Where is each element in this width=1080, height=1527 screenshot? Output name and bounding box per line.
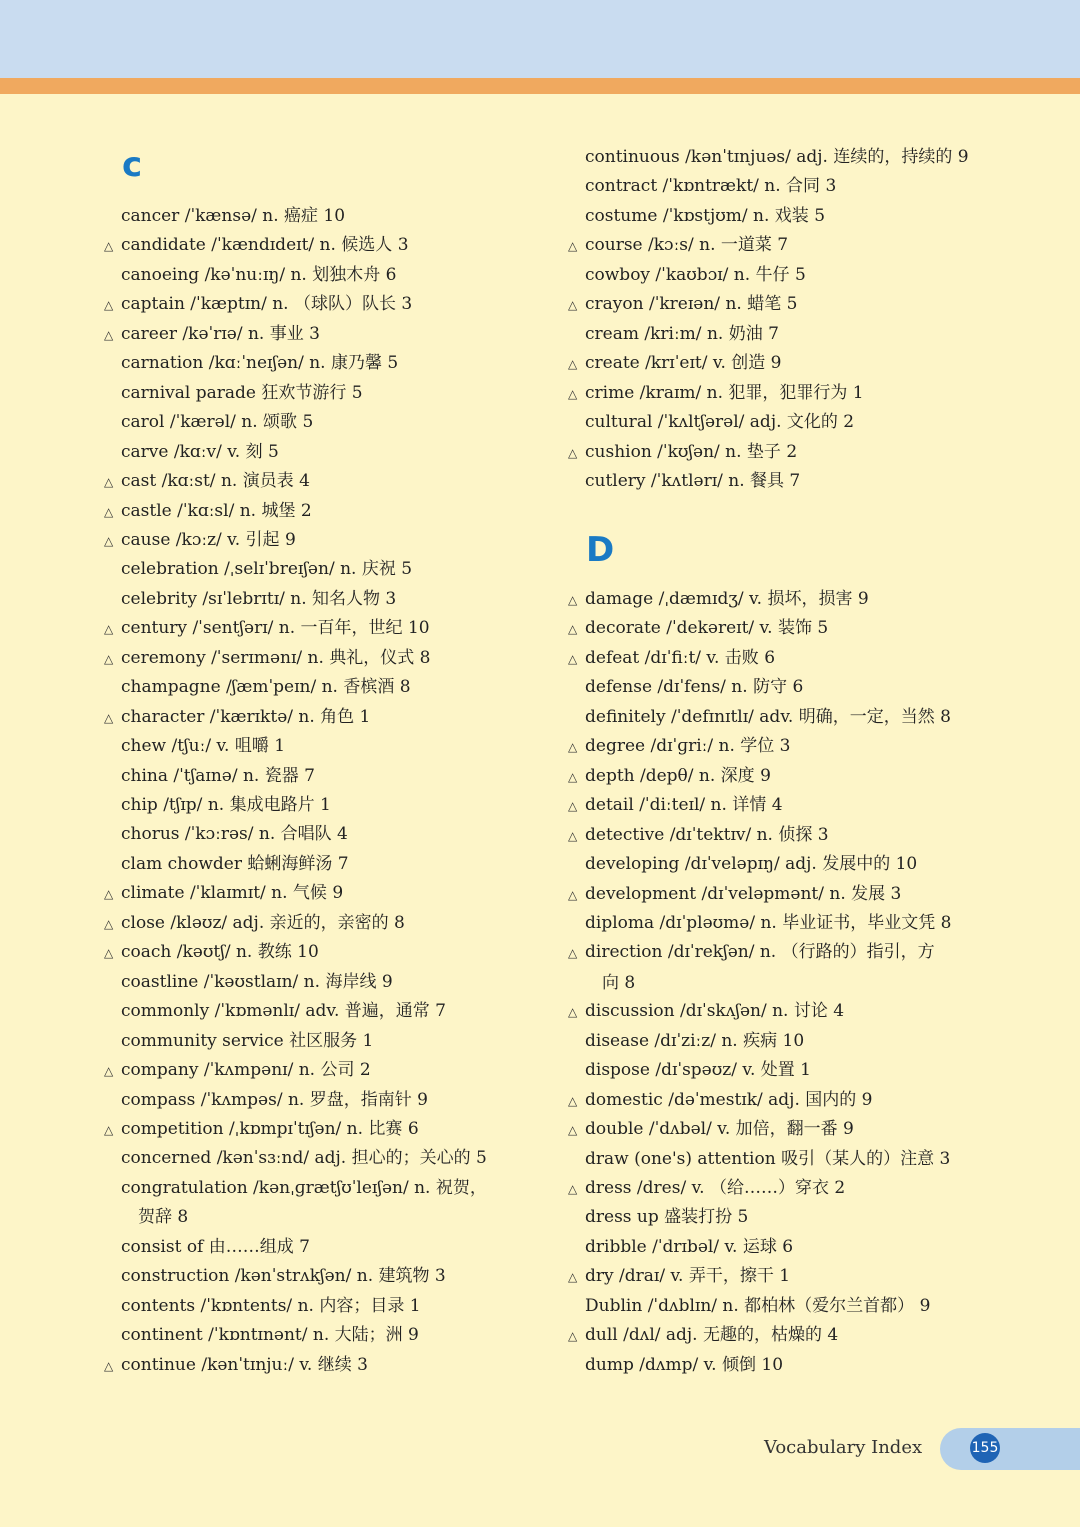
section-letter-c: c	[122, 145, 143, 185]
entry-text: development /dɪˈveləpmənt/ n. 发展 3	[585, 883, 902, 904]
index-entry	[568, 909, 998, 938]
entry-text: cushion /ˈkʊʃən/ n. 垫子 2	[585, 441, 798, 462]
index-entry	[568, 585, 998, 615]
index-entry	[568, 644, 998, 674]
index-entry	[568, 673, 998, 702]
index-entry	[104, 202, 534, 231]
entry-text: castle /ˈkɑːsl/ n. 城堡 2	[121, 500, 312, 521]
entry-text: china /ˈtʃaɪnə/ n. 瓷器 7	[121, 765, 315, 786]
new-word-mark: △	[104, 1122, 114, 1137]
index-entry	[104, 938, 534, 968]
index-entry	[104, 909, 534, 939]
entry-text: diploma /dɪˈpləʊmə/ n. 毕业证书，毕业文凭 8	[585, 912, 952, 933]
index-entry	[104, 349, 534, 378]
entry-text: celebrity /sɪˈlebrɪtɪ/ n. 知名人物 3	[121, 588, 397, 609]
entry-text: cultural /ˈkʌltʃərəl/ adj. 文化的 2	[585, 412, 855, 433]
entry-text: climate /ˈklaɪmɪt/ n. 气候 9	[121, 883, 344, 904]
new-word-mark: △	[104, 327, 114, 342]
index-entry	[568, 1292, 998, 1321]
index-entry	[568, 1174, 998, 1204]
entry-text: disease /dɪˈziːz/ n. 疾病 10	[585, 1030, 805, 1051]
new-word-mark: △	[568, 445, 578, 460]
new-word-mark: △	[104, 504, 114, 519]
index-entry	[104, 673, 534, 702]
new-word-mark: △	[104, 916, 114, 931]
entry-text: coach /kəʊtʃ/ n. 教练 10	[121, 942, 319, 963]
index-entry	[104, 791, 534, 820]
entry-text: dispose /dɪˈspəʊz/ v. 处置 1	[585, 1060, 811, 1081]
index-entry	[568, 614, 998, 644]
index-entry	[568, 762, 998, 792]
entry-text: celebration /ˌselɪˈbreɪʃən/ n. 庆祝 5	[121, 559, 413, 580]
new-word-mark: △	[104, 710, 114, 725]
index-entry	[104, 820, 534, 849]
entry-text: domestic /dəˈmestɪk/ adj. 国内的 9	[585, 1089, 873, 1110]
index-entry	[568, 408, 998, 437]
entry-text: double /ˈdʌbəl/ v. 加倍，翻一番 9	[585, 1119, 854, 1140]
entry-text: discussion /dɪˈskʌʃən/ n. 讨论 4	[585, 1001, 845, 1022]
entry-text: direction /dɪˈrekʃən/ n. （行路的）指引，方	[585, 942, 935, 963]
entry-text: dribble /ˈdrɪbəl/ v. 运球 6	[585, 1236, 794, 1257]
index-entry	[104, 231, 534, 261]
new-word-mark: △	[568, 799, 578, 814]
index-entry	[568, 320, 998, 349]
entry-text: crime /kraɪm/ n. 犯罪，犯罪行为 1	[585, 382, 864, 403]
entry-text: construction /kənˈstrʌkʃən/ n. 建筑物 3	[121, 1266, 446, 1287]
entry-text: create /krɪˈeɪt/ v. 创造 9	[585, 353, 782, 374]
entry-text: compass /ˈkʌmpəs/ n. 罗盘，指南针 9	[121, 1089, 428, 1110]
entry-text: coastline /ˈkəʊstlaɪn/ n. 海岸线 9	[121, 971, 393, 992]
index-entry	[568, 850, 998, 879]
entry-text-continued: 贺辞 8	[138, 1207, 189, 1228]
index-entry	[104, 997, 534, 1026]
index-entry	[104, 614, 534, 644]
entry-text: cutlery /ˈkʌtlərɪ/ n. 餐具 7	[585, 470, 801, 491]
new-word-mark: △	[568, 593, 578, 607]
entry-text: contents /ˈkɒntents/ n. 内容；目录 1	[121, 1295, 421, 1316]
entry-text: dress /dres/ v. （给……）穿衣 2	[585, 1178, 846, 1198]
entry-text: cream /kriːm/ n. 奶油 7	[585, 323, 779, 344]
index-entry	[568, 231, 998, 261]
new-word-mark: △	[568, 239, 578, 254]
entry-text: depth /depθ/ n. 深度 9	[585, 765, 771, 786]
new-word-mark: △	[104, 946, 114, 961]
entry-text: defense /dɪˈfens/ n. 防守 6	[585, 677, 804, 698]
index-entry	[568, 1086, 998, 1116]
entry-text: continent /ˈkɒntɪnənt/ n. 大陆；洲 9	[121, 1325, 419, 1346]
new-word-mark: △	[568, 622, 578, 637]
new-word-mark: △	[104, 533, 114, 548]
new-word-mark: △	[568, 887, 578, 902]
entry-text: company /ˈkʌmpənɪ/ n. 公司 2	[121, 1060, 371, 1081]
entry-text-continued: 向 8	[602, 972, 636, 993]
entry-text: Dublin /ˈdʌblɪn/ n. 都柏林（爱尔兰首都） 9	[585, 1295, 931, 1316]
entry-text: captain /ˈkæptɪn/ n. （球队）队长 3	[121, 294, 413, 315]
index-entry	[568, 1056, 998, 1085]
new-word-mark: △	[104, 298, 114, 313]
entry-text: canoeing /kəˈnuːɪŋ/ n. 划独木舟 6	[121, 264, 397, 285]
index-entry	[568, 290, 998, 320]
index-entry	[104, 379, 534, 408]
index-entry	[568, 1321, 998, 1351]
index-entry	[568, 467, 998, 496]
index-entry	[104, 703, 534, 733]
index-entry	[104, 497, 534, 527]
index-entry	[104, 261, 534, 290]
new-word-mark: △	[568, 357, 578, 372]
new-word-mark: △	[568, 298, 578, 313]
index-entry	[104, 320, 534, 350]
index-entry	[568, 1262, 998, 1292]
index-entry	[568, 732, 998, 762]
new-word-mark: △	[568, 1123, 578, 1138]
index-entry	[568, 938, 998, 998]
entry-text: close /kləʊz/ adj. 亲近的，亲密的 8	[121, 912, 405, 933]
index-entry	[104, 438, 534, 467]
index-entry	[104, 850, 534, 879]
entry-text: decorate /ˈdekəreɪt/ v. 装饰 5	[585, 618, 829, 639]
entry-text: degree /dɪˈɡriː/ n. 学位 3	[585, 736, 791, 757]
entry-text: concerned /kənˈsɜːnd/ adj. 担心的；关心的 5	[121, 1148, 487, 1169]
new-word-mark: △	[104, 475, 114, 490]
new-word-mark: △	[568, 769, 578, 784]
index-entry	[568, 349, 998, 379]
index-entry	[104, 1144, 534, 1173]
header-stripe	[0, 78, 1080, 94]
index-entry	[568, 143, 998, 172]
index-entry	[568, 1351, 998, 1380]
new-word-mark: △	[568, 1329, 578, 1344]
page-number: 155	[970, 1433, 1000, 1463]
header-band	[0, 0, 1080, 78]
index-entry	[568, 703, 998, 732]
index-entry	[568, 202, 998, 231]
index-entry	[104, 290, 534, 320]
entry-text: cowboy /ˈkaʊbɔɪ/ n. 牛仔 5	[585, 264, 806, 285]
footer-label: Vocabulary Index	[764, 1437, 923, 1458]
entry-text: dry /draɪ/ v. 弄干，擦干 1	[585, 1266, 791, 1287]
entry-text: course /kɔːs/ n. 一道菜 7	[585, 235, 789, 256]
index-entry	[104, 526, 534, 556]
index-entry	[568, 1145, 998, 1174]
entry-text: cancer /ˈkænsə/ n. 癌症 10	[121, 206, 346, 226]
entry-text: costume /ˈkɒstjʊm/ n. 戏装 5	[585, 205, 826, 226]
entry-text: character /ˈkærɪktə/ n. 角色 1	[121, 706, 371, 727]
entry-text: dump /dʌmp/ v. 倾倒 10	[585, 1354, 784, 1375]
index-entry	[104, 1262, 534, 1291]
index-entry	[568, 261, 998, 290]
new-word-mark: △	[104, 1064, 114, 1079]
index-entry	[568, 1203, 998, 1232]
index-entry	[104, 1174, 534, 1233]
new-word-mark: △	[104, 651, 114, 666]
index-entry	[568, 438, 998, 468]
entry-text: detail /ˈdiːteɪl/ n. 详情 4	[585, 795, 783, 816]
index-entry	[568, 1233, 998, 1262]
entry-text: champagne /ʃæmˈpeɪn/ n. 香槟酒 8	[121, 677, 411, 698]
index-entry	[104, 467, 534, 497]
entry-text: candidate /ˈkændɪdeɪt/ n. 候选人 3	[121, 235, 409, 256]
entry-text: cause /kɔːz/ v. 引起 9	[121, 529, 296, 550]
entry-text: draw (one's) attention 吸引（某人的）注意 3	[585, 1148, 951, 1169]
index-entry	[104, 644, 534, 674]
index-entry	[104, 879, 534, 909]
index-entry	[104, 1351, 534, 1381]
entry-text: contract /ˈkɒntrækt/ n. 合同 3	[585, 176, 837, 197]
index-entry	[104, 408, 534, 437]
entry-text: carve /kɑːv/ v. 刻 5	[121, 441, 279, 462]
entry-text: defeat /dɪˈfiːt/ v. 击败 6	[585, 647, 776, 668]
entry-text: career /kəˈrɪə/ n. 事业 3	[121, 323, 320, 344]
entry-text: consist of 由……组成 7	[121, 1236, 310, 1257]
new-word-mark: △	[568, 1093, 578, 1108]
index-entry	[104, 585, 534, 614]
entry-text: damage /ˌdæmɪdʒ/ v. 损坏，损害 9	[585, 589, 869, 609]
page-tab	[940, 1428, 1080, 1470]
entry-text: carnation /kɑːˈneɪʃən/ n. 康乃馨 5	[121, 353, 399, 374]
entry-text: dress up 盛装打扮 5	[585, 1207, 749, 1228]
index-entry	[568, 791, 998, 821]
index-entry	[104, 1321, 534, 1350]
new-word-mark: △	[568, 386, 578, 401]
index-entry	[104, 1056, 534, 1086]
entry-text: developing /dɪˈveləpɪŋ/ adj. 发展中的 10	[585, 854, 918, 875]
entry-text: dull /dʌl/ adj. 无趣的，枯燥的 4	[585, 1325, 839, 1346]
index-entry	[568, 172, 998, 201]
entry-text: carnival parade 狂欢节游行 5	[121, 382, 363, 403]
new-word-mark: △	[104, 1358, 114, 1373]
entry-text: continue /kənˈtɪnjuː/ v. 继续 3	[121, 1354, 368, 1375]
entry-text: definitely /ˈdefɪnɪtlɪ/ adv. 明确，一定，当然 8	[585, 706, 951, 727]
index-entry	[104, 1115, 534, 1145]
entry-text: community service 社区服务 1	[121, 1030, 374, 1051]
new-word-mark: △	[104, 887, 114, 902]
entry-text: ceremony /ˈserɪmənɪ/ n. 典礼，仪式 8	[121, 647, 431, 668]
index-entry	[104, 1233, 534, 1262]
new-word-mark: △	[568, 740, 578, 755]
index-entry	[568, 821, 998, 851]
entry-text: detective /dɪˈtektɪv/ n. 侦探 3	[585, 824, 829, 845]
entry-text: commonly /ˈkɒmənlɪ/ adv. 普遍，通常 7	[121, 1001, 446, 1022]
new-word-mark: △	[568, 651, 578, 666]
index-entry	[104, 968, 534, 997]
new-word-mark: △	[568, 1005, 578, 1020]
entry-text: continuous /kənˈtɪnjuəs/ adj. 连续的，持续的 9	[585, 147, 969, 167]
new-word-mark: △	[568, 946, 578, 961]
new-word-mark: △	[104, 239, 114, 254]
entry-text: chip /tʃɪp/ n. 集成电路片 1	[121, 795, 331, 815]
new-word-mark: △	[104, 622, 114, 637]
index-entry	[568, 997, 998, 1027]
index-entry	[104, 732, 534, 761]
entry-text: chew /tʃuː/ v. 咀嚼 1	[121, 736, 286, 757]
entry-text: crayon /ˈkreɪən/ n. 蜡笔 5	[585, 294, 798, 315]
index-entry	[104, 762, 534, 791]
entry-text: clam chowder 蛤蜊海鲜汤 7	[121, 853, 349, 874]
entry-text: cast /kɑːst/ n. 演员表 4	[121, 471, 310, 492]
index-entry	[568, 1027, 998, 1056]
index-entry	[104, 1086, 534, 1115]
index-entry	[568, 880, 998, 910]
index-entry	[104, 555, 534, 584]
section-letter-d: D	[586, 530, 615, 570]
new-word-mark: △	[568, 828, 578, 843]
index-entry	[104, 1027, 534, 1056]
index-entry	[104, 1292, 534, 1321]
index-entry	[568, 379, 998, 409]
entry-text: competition /ˌkɒmpɪˈtɪʃən/ n. 比赛 6	[121, 1118, 419, 1139]
index-entry	[568, 1115, 998, 1145]
new-word-mark: △	[568, 1270, 578, 1285]
entry-text: congratulation /kənˌɡrætʃʊˈleɪʃən/ n. 祝贺，	[121, 1177, 487, 1198]
entry-text: chorus /ˈkɔːrəs/ n. 合唱队 4	[121, 824, 348, 845]
new-word-mark: △	[568, 1182, 578, 1196]
entry-text: carol /ˈkærəl/ n. 颂歌 5	[121, 412, 314, 433]
entry-text: century /ˈsentʃərɪ/ n. 一百年，世纪 10	[121, 618, 430, 639]
